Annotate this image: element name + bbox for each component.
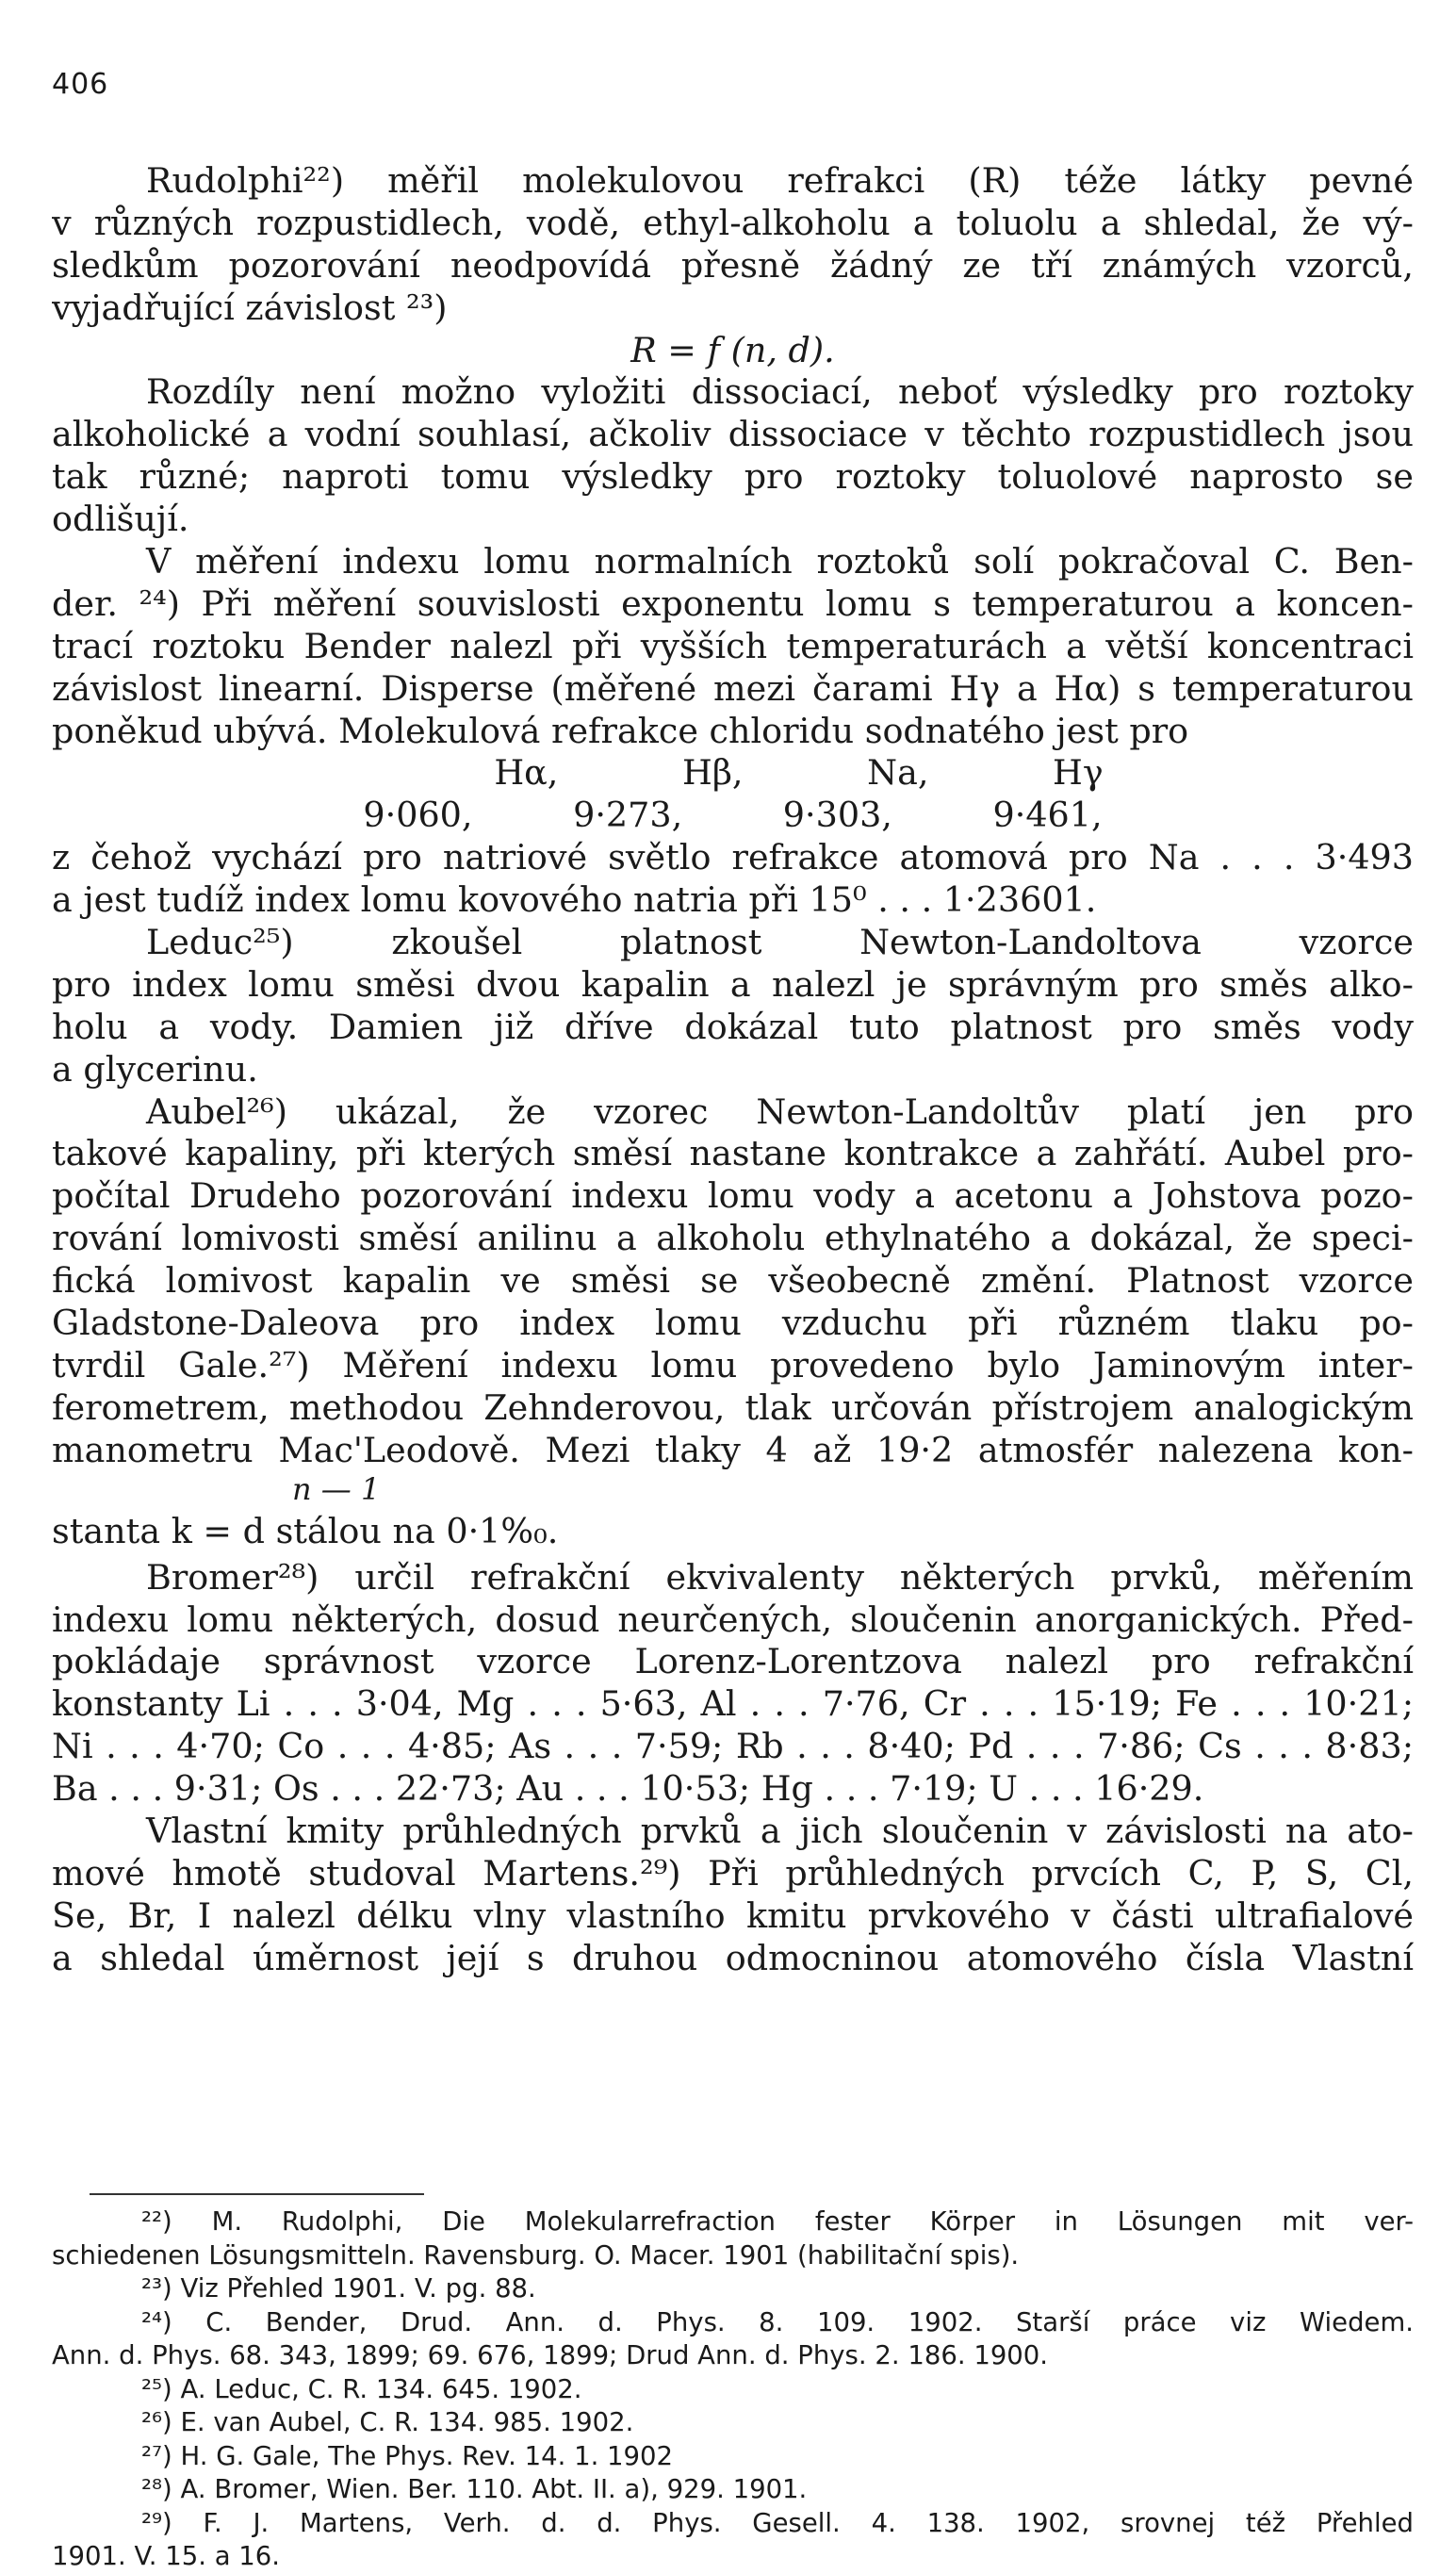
text-line: Aubel²⁶) ukázal, že vzorec Newton-Landoltův platí jen pro [146,1090,1414,1132]
text-line: alkoholické a vodní souhlasí, ačkoliv dissociace v těchto rozpustidlech jsou [52,414,1414,455]
footnote-line: ²⁵) A. Leduc, C. R. 134. 645. 1902. [141,2373,582,2404]
text-line: Bromer²⁸) určil refrakční ekvivalenty některých prvků, měřením [146,1556,1414,1598]
footnote-line: ²³) Viz Přehled 1901. V. pg. 88. [141,2273,536,2303]
constant-k-line: stanta k = d stálou na 0·1%₀. [52,1510,559,1551]
text-line: tak různé; naproti tomu výsledky pro roztoky toluolové naprosto se [52,456,1414,498]
text-line: Rudolphi²²) měřil molekulovou refrakci (R) téže látky pevné [146,160,1414,201]
text-line: a shledal úměrnost její s druhou odmocninou atomového čísla Vlastní [52,1937,1414,1978]
text-line: Vlastní kmity průhledných prvků a jich sloučenin v závislosti na ato- [146,1810,1414,1851]
text-line: poněkud ubývá. Molekulová refrakce chloridu sodnatého jest pro [52,710,1189,751]
text-line: fická lomivost kapalin ve směsi se všeobecně změní. Platnost vzorce [52,1260,1414,1302]
text-line: Ni . . . 4·70; Co . . . 4·85; As . . . 7·59; Rb . . . 8·40; Pd . . . 7·86; Cs . . . 8·83; [52,1726,1414,1767]
text-line: konstanty Li . . . 3·04, Mg . . . 5·63, Al . . . 7·76, Cr . . . 15·19; Fe . . . 10·21; [52,1683,1414,1725]
text-line: rování lomivosti směsí anilinu a alkoholu ethylnatého a dokázal, že speci- [52,1218,1414,1259]
footnote-line: 1901. V. 15. a 16. [52,2541,281,2571]
text-line: Rozdíly není možno vyložiti dissociací, neboť výsledky pro roztoky [146,371,1414,413]
spectral-lines-row: Hα, Hβ, Na, Hγ [494,752,1104,794]
text-line: pokládaje správnost vzorce Lorenz-Lorentzova nalezl pro refrakční [52,1641,1414,1682]
formula-r-fnd: R = f (n, d). [630,329,835,370]
fraction-numerator: n — 1 [292,1471,381,1506]
text-line: holu a vody. Damien již dříve dokázal tuto platnost pro směs vody [52,1006,1414,1047]
text-line: trací roztoku Bender nalezl při vyšších temperaturách a větší koncentraci [52,625,1414,666]
text-line: manometru Mac'Leodově. Mezi tlaky 4 až 19·2 atmosfér nalezena kon- [52,1429,1414,1470]
text-line: odlišují. [52,499,189,540]
text-line: V měření indexu lomu normalních roztoků solí pokračoval C. Ben- [146,541,1414,582]
text-line: a glycerinu. [52,1048,258,1090]
footnotes [52,2205,1414,2574]
text-line: der. ²⁴) Při měření souvislosti exponentu lomu s temperaturou a koncen- [52,582,1414,624]
text-line: vyjadřující závislost ²³) [52,287,448,328]
text-line: z čehož vychází pro natriové světlo refrakce atomová pro Na . . . 3·493 [52,837,1414,878]
text-line: mové hmotě studoval Martens.²⁹) Při průhledných prvcích C, P, S, Cl, [52,1852,1414,1894]
text-line: v různých rozpustidlech, vodě, ethyl-alkoholu a toluolu a shledal, že vý- [52,202,1414,243]
text-line: počítal Drudeho pozorování indexu lomu vody a acetonu a Johstova pozo- [52,1175,1414,1217]
text-line: Gladstone-Daleova pro index lomu vzduchu při různém tlaku po- [52,1303,1414,1344]
footnote-line: ²⁶) E. van Aubel, C. R. 134. 985. 1902. [141,2407,634,2437]
text-line: a jest tudíž index lomu kovového natria při 15⁰ . . . 1·23601. [52,879,1097,921]
text-line: sledkům pozorování neodpovídá přesně žádný ze tří známých vzorců, [52,244,1414,286]
text-line: indexu lomu některých, dosud neurčených, sloučenin anorganických. Před- [52,1599,1414,1640]
text-line: Ba . . . 9·31; Os . . . 22·73; Au . . . 10·53; Hg . . . 7·19; U . . . 16·29. [52,1768,1204,1810]
text-line: takové kapaliny, při kterých směsí nastane kontrakce a zahřátí. Aubel pro- [52,1133,1414,1174]
text-line: ferometrem, methodou Zehnderovou, tlak určován přístrojem analogickým [52,1386,1414,1428]
text-line: Leduc²⁵) zkoušel platnost Newton-Landoltova vzorce [146,922,1414,963]
page-number: 406 [52,68,109,101]
footnote-line: schiedenen Lösungsmitteln. Ravensburg. O. Macer. 1901 (habilitační spis). [52,2239,1020,2271]
footnote-line: Ann. d. Phys. 68. 343, 1899; 69. 676, 1899; Drud Ann. d. Phys. 2. 186. 1900. [52,2340,1049,2370]
text-line: Se, Br, I nalezl délku vlny vlastního kmitu prvkového v části ultrafialové [52,1894,1414,1936]
text-line: tvrdil Gale.²⁷) Měření indexu lomu provedeno bylo Jaminovým inter- [52,1344,1414,1385]
footnote-line: ²⁹) F. J. Martens, Verh. d. d. Phys. Gesell. 4. 138. 1902, srovnej též Přehled [141,2507,1414,2538]
footnote-line: ²²) M. Rudolphi, Die Molekularrefraction fester Körper in Lösungen mit ver- [141,2206,1414,2237]
text-line: pro index lomu směsi dvou kapalin a nalezl je správným pro směs alko- [52,963,1414,1005]
refraction-values-row: 9·060, 9·273, 9·303, 9·461, [363,795,1103,836]
footnote-line: ²⁴) C. Bender, Drud. Ann. d. Phys. 8. 109. 1902. Starší práce viz Wiedem. [141,2306,1414,2337]
body-text [52,160,1414,1980]
footnote-line: ²⁸) A. Bromer, Wien. Ber. 110. Abt. II. a), 929. 1901. [141,2474,808,2504]
footnote-divider [90,2193,424,2195]
text-line: závislost linearní. Disperse (měřené mezi čarami Hγ a Hα) s temperaturou [52,667,1414,709]
footnote-line: ²⁷) H. G. Gale, The Phys. Rev. 14. 1. 1902 [141,2440,674,2471]
